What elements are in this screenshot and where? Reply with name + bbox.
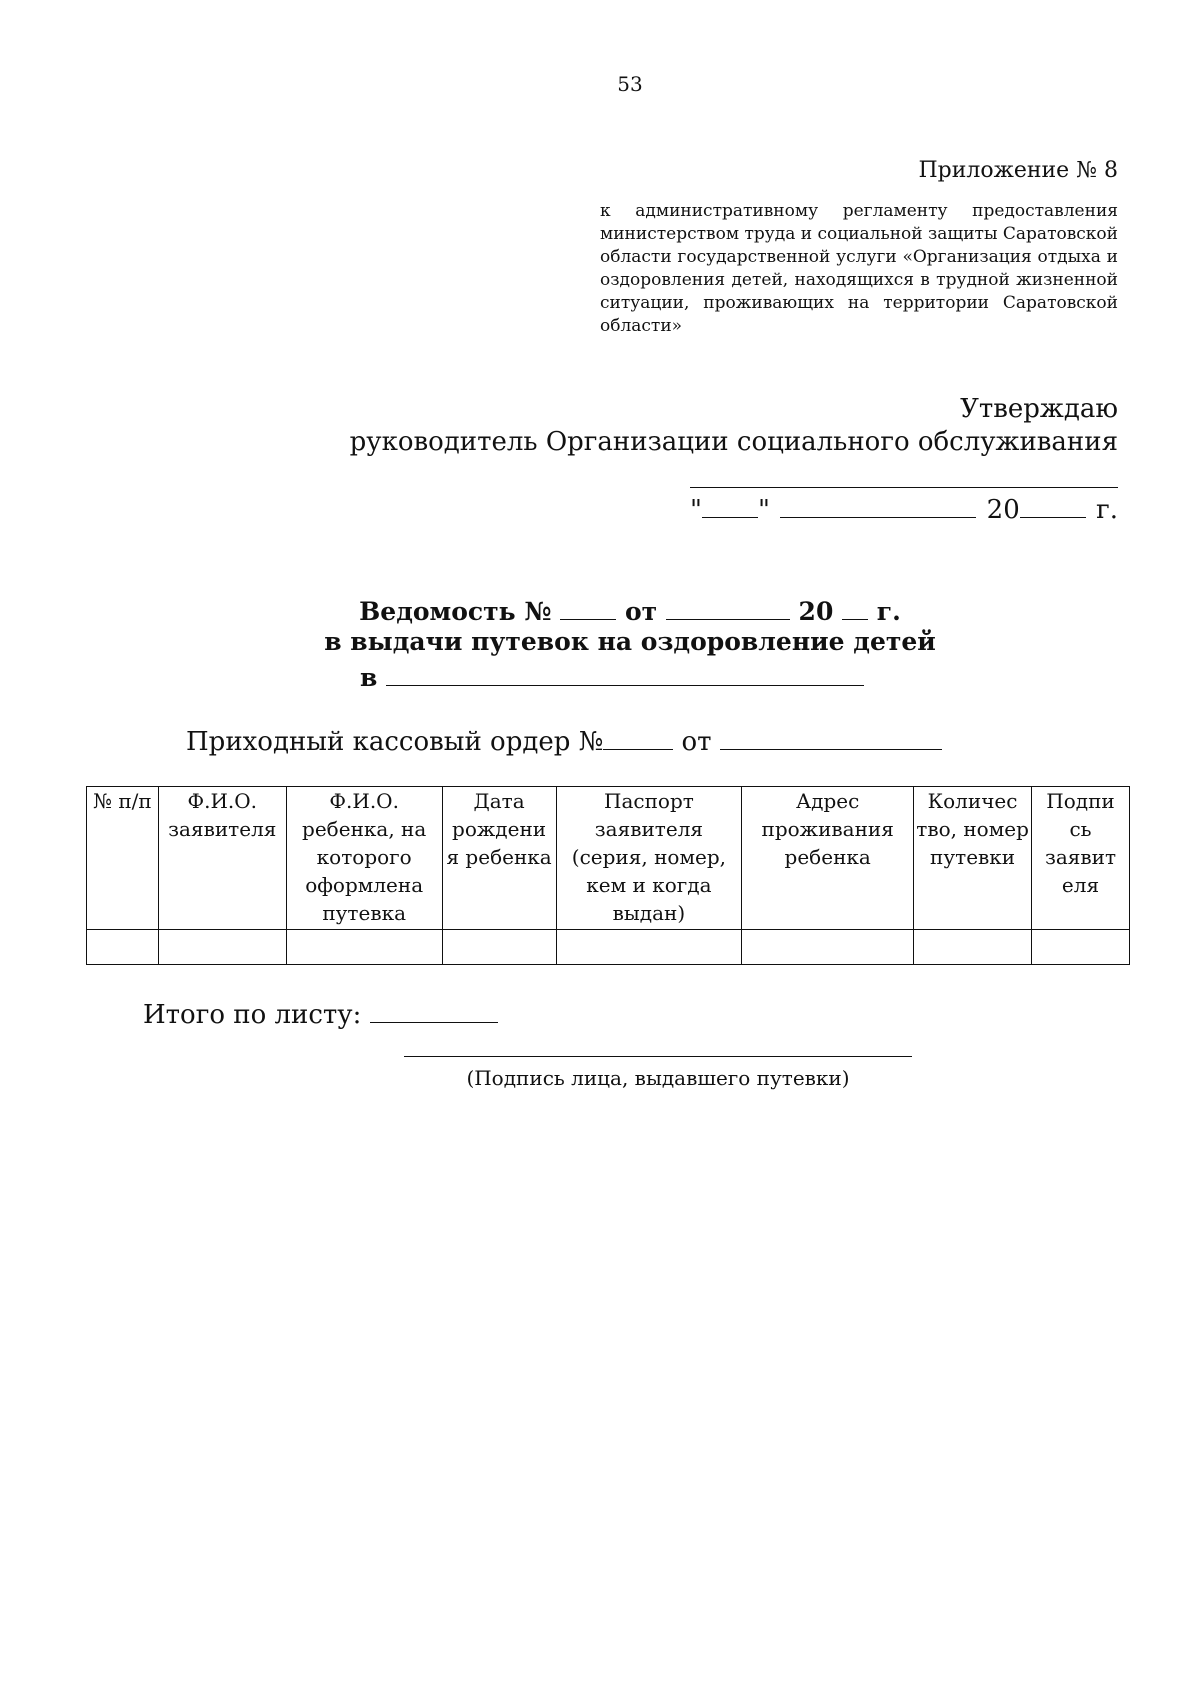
col-header-address: Адрес проживания ребенка bbox=[742, 787, 914, 930]
approval-role: руководитель Организации социального обслуживания bbox=[349, 427, 1118, 457]
statement-org-label: в bbox=[360, 663, 378, 692]
table-cell bbox=[442, 930, 556, 965]
cash-order-label: Приходный кассовый ордер № bbox=[186, 727, 604, 757]
table-header-row bbox=[87, 787, 1130, 930]
table-cell bbox=[158, 930, 286, 965]
approval-word: Утверждаю bbox=[960, 394, 1118, 424]
sheet-total-blank bbox=[370, 996, 498, 1023]
col-header-child-name: Ф.И.О. ребенка, на которого оформлена путевка bbox=[286, 787, 442, 930]
approval-year-prefix: 20 bbox=[986, 495, 1020, 525]
issuer-signature-caption: (Подпись лица, выдавшего путевки) bbox=[466, 1066, 850, 1090]
col-header-signature: Подпи сь заявит еля bbox=[1032, 787, 1130, 930]
col-header-passport: Паспорт заявителя (серия, номер, кем и когда выдан) bbox=[556, 787, 742, 930]
day-blank bbox=[702, 491, 758, 518]
page-number: 53 bbox=[617, 72, 643, 96]
cash-order-line bbox=[186, 723, 942, 757]
statement-title-line1 bbox=[0, 594, 1200, 626]
table-cell bbox=[556, 930, 742, 965]
year-blank bbox=[1020, 491, 1086, 518]
table-cell bbox=[286, 930, 442, 965]
col-header-number: № п/п bbox=[87, 787, 159, 930]
approver-signature-line bbox=[690, 487, 1118, 488]
approval-quote-open: " bbox=[690, 495, 702, 525]
table-cell bbox=[1032, 930, 1130, 965]
sheet-total-label: Итого по листу: bbox=[143, 1000, 362, 1030]
appendix-title: Приложение № 8 bbox=[918, 158, 1118, 183]
table-row bbox=[87, 930, 1130, 965]
statement-title-line3 bbox=[360, 660, 864, 692]
cash-order-from: от bbox=[681, 727, 712, 757]
month-blank bbox=[780, 491, 976, 518]
statement-date-blank bbox=[666, 594, 790, 620]
table-cell bbox=[914, 930, 1032, 965]
sheet-total-line bbox=[143, 996, 498, 1030]
statement-number-blank bbox=[560, 594, 616, 620]
statement-year-blank bbox=[842, 594, 868, 620]
cash-order-number-blank bbox=[603, 723, 673, 750]
col-header-applicant-name: Ф.И.О. заявителя bbox=[158, 787, 286, 930]
statement-title-line2: в выдачи путевок на оздоровление детей bbox=[324, 627, 936, 656]
approval-quote-close: " bbox=[757, 495, 770, 525]
issuer-signature-line bbox=[404, 1056, 912, 1057]
col-header-voucher-count: Количес тво, номер путевки bbox=[914, 787, 1032, 930]
statement-from-label: от bbox=[624, 597, 658, 626]
table-cell bbox=[742, 930, 914, 965]
issuance-table bbox=[86, 786, 1130, 965]
statement-year-label: 20 bbox=[798, 597, 834, 626]
statement-year-suffix: г. bbox=[876, 597, 901, 626]
cash-order-date-blank bbox=[720, 723, 942, 750]
approval-year bbox=[987, 491, 1086, 525]
approval-date-line bbox=[690, 491, 1118, 525]
table-cell bbox=[87, 930, 159, 965]
statement-number-label: Ведомость № bbox=[359, 597, 552, 626]
statement-org-blank bbox=[386, 660, 864, 686]
approval-year-suffix: г. bbox=[1096, 495, 1118, 525]
col-header-birth-date: Дата рождени я ребенка bbox=[442, 787, 556, 930]
appendix-text: к административному регламенту предоставления министерством труда и социальной защиты Саратовской области государственной услуги «Организация отдыха и оздоровления детей, находящихся в трудной жизненной ситуации, проживающих на территории Саратовской области» bbox=[600, 201, 1118, 336]
approval-day bbox=[690, 491, 770, 525]
